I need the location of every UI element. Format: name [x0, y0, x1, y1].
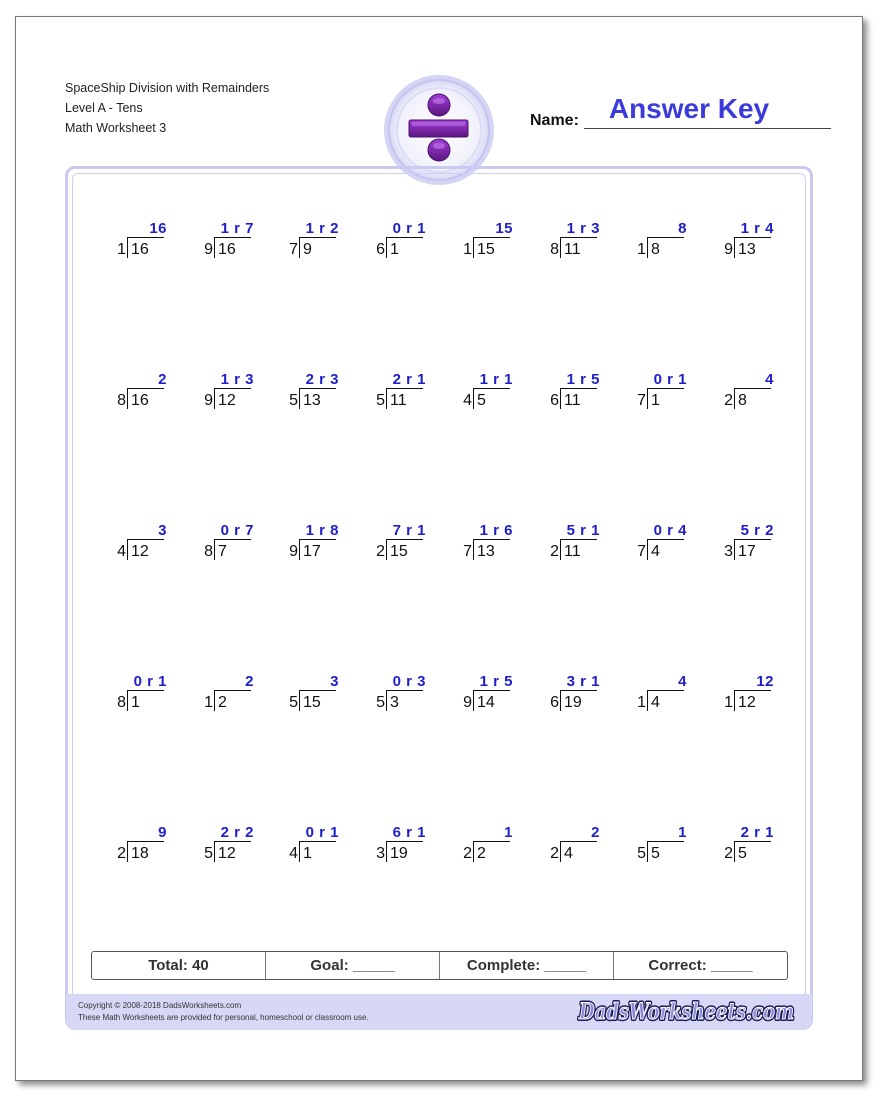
copyright-line: Copyright © 2008-2018 DadsWorksheets.com: [78, 1001, 242, 1010]
division-problem: [277, 673, 357, 719]
divisor: 7: [289, 241, 298, 258]
divisor: 7: [463, 543, 472, 560]
dividend: 12: [218, 845, 236, 862]
dividend: 15: [390, 543, 408, 560]
division-problem: [538, 673, 618, 719]
division-problem: [625, 220, 705, 266]
divisor: 2: [117, 845, 126, 862]
division-problem: [451, 220, 531, 266]
quotient-answer: 2: [158, 371, 167, 388]
dividend: 16: [218, 241, 236, 258]
dividend: 12: [738, 694, 756, 711]
dividend: 1: [390, 241, 399, 258]
quotient-answer: 5 r 1: [566, 522, 600, 539]
quotient-answer: 3 r 1: [566, 673, 600, 690]
division-problem: [451, 371, 531, 417]
division-problem: [538, 371, 618, 417]
quotient-answer: 4: [678, 673, 687, 690]
divisor: 5: [289, 694, 298, 711]
division-problem: [625, 522, 705, 568]
division-problem: [712, 220, 792, 266]
dividend: 19: [564, 694, 582, 711]
quotient-answer: 1 r 1: [479, 371, 513, 388]
quotient-answer: 1 r 3: [220, 371, 254, 388]
divisor: 1: [463, 241, 472, 258]
division-problem: [277, 824, 357, 870]
dividend: 2: [477, 845, 486, 862]
quotient-answer: 0 r 1: [653, 371, 687, 388]
dividend: 8: [738, 392, 747, 409]
copyright-text: [78, 1000, 369, 1024]
dividend: 1: [303, 845, 312, 862]
divisor: 2: [724, 845, 733, 862]
divisor: 8: [204, 543, 213, 560]
divisor: 9: [463, 694, 472, 711]
quotient-answer: 0 r 1: [392, 220, 426, 237]
divisor: 6: [550, 392, 559, 409]
divisor: 5: [637, 845, 646, 862]
quotient-answer: 15: [495, 220, 513, 237]
divisor: 2: [463, 845, 472, 862]
dividend: 4: [651, 694, 660, 711]
division-problem: [625, 371, 705, 417]
dividend: 1: [651, 392, 660, 409]
division-problem: [105, 522, 185, 568]
division-problem: [105, 673, 185, 719]
divisor: 2: [550, 543, 559, 560]
quotient-answer: 2 r 1: [392, 371, 426, 388]
divisor: 9: [204, 392, 213, 409]
goal-cell: Goal: _____: [266, 952, 440, 979]
division-problem: [538, 824, 618, 870]
quotient-answer: 2 r 3: [305, 371, 339, 388]
dividend: 7: [218, 543, 227, 560]
divisor: 5: [376, 694, 385, 711]
divisor: 1: [724, 694, 733, 711]
division-problem: [364, 371, 444, 417]
divisor: 2: [376, 543, 385, 560]
quotient-answer: 0 r 1: [305, 824, 339, 841]
dividend: 11: [390, 392, 407, 409]
dividend: 4: [651, 543, 660, 560]
dividend: 18: [131, 845, 149, 862]
dividend: 16: [131, 241, 149, 258]
quotient-answer: 1 r 3: [566, 220, 600, 237]
quotient-answer: 2 r 2: [220, 824, 254, 841]
division-problem: [712, 673, 792, 719]
usage-line: These Math Worksheets are provided for personal, homeschool or classroom use.: [78, 1013, 369, 1022]
quotient-answer: 9: [158, 824, 167, 841]
quotient-answer: 2: [591, 824, 600, 841]
dividend: 11: [564, 392, 581, 409]
correct-cell: Correct: _____: [648, 957, 753, 974]
division-problem: [712, 371, 792, 417]
dividend: 17: [303, 543, 321, 560]
problem-grid: [65, 166, 813, 1030]
quotient-answer: 1: [678, 824, 687, 841]
divisor: 7: [637, 543, 646, 560]
dividend: 5: [477, 392, 486, 409]
dividend: 11: [564, 543, 581, 560]
divisor: 1: [637, 694, 646, 711]
dividend: 4: [564, 845, 573, 862]
dividend: 2: [218, 694, 227, 711]
divisor: 5: [376, 392, 385, 409]
quotient-answer: 1 r 7: [220, 220, 254, 237]
dadsworksheets-logo: [576, 991, 801, 1027]
quotient-answer: 0 r 3: [392, 673, 426, 690]
quotient-answer: 3: [330, 673, 339, 690]
division-problem: [192, 220, 272, 266]
divisor: 7: [637, 392, 646, 409]
divisor: 5: [204, 845, 213, 862]
division-problem: [192, 673, 272, 719]
score-table: [91, 951, 788, 980]
division-problem: [105, 824, 185, 870]
division-problem: [712, 522, 792, 568]
dividend: 13: [738, 241, 756, 258]
divisor: 5: [289, 392, 298, 409]
divisor: 2: [550, 845, 559, 862]
divisor: 8: [117, 392, 126, 409]
division-problem: [277, 371, 357, 417]
worksheet-number: Math Worksheet 3: [65, 121, 167, 135]
divisor: 1: [637, 241, 646, 258]
quotient-answer: 6 r 1: [392, 824, 426, 841]
division-problem: [364, 220, 444, 266]
quotient-answer: 3: [158, 522, 167, 539]
dividend: 12: [218, 392, 236, 409]
quotient-answer: 1: [504, 824, 513, 841]
divisor: 4: [463, 392, 472, 409]
quotient-answer: 8: [678, 220, 687, 237]
division-problem: [538, 220, 618, 266]
division-problem: [712, 824, 792, 870]
divisor: 3: [724, 543, 733, 560]
divisor: 9: [204, 241, 213, 258]
division-problem: [364, 673, 444, 719]
quotient-answer: 1 r 4: [740, 220, 774, 237]
division-problem: [364, 824, 444, 870]
division-problem: [364, 522, 444, 568]
divisor: 8: [117, 694, 126, 711]
quotient-answer: 7 r 1: [392, 522, 426, 539]
divisor: 4: [289, 845, 298, 862]
worksheet-header: [65, 78, 269, 138]
quotient-answer: 1 r 6: [479, 522, 513, 539]
dividend: 3: [390, 694, 399, 711]
quotient-answer: 5 r 2: [740, 522, 774, 539]
division-problem: [105, 371, 185, 417]
quotient-answer: 1 r 5: [566, 371, 600, 388]
division-problem: [538, 522, 618, 568]
quotient-answer: 1 r 2: [305, 220, 339, 237]
worksheet-level: Level A - Tens: [65, 101, 143, 115]
dividend: 16: [131, 392, 149, 409]
division-problem: [277, 220, 357, 266]
division-problem: [105, 220, 185, 266]
division-problem: [451, 824, 531, 870]
logo-text-shadow: DadsWorksheets.com: [578, 999, 794, 1025]
dividend: 13: [477, 543, 495, 560]
worksheet-page: [15, 16, 863, 1081]
division-problem: [192, 371, 272, 417]
answer-key-label: Answer Key: [608, 93, 770, 124]
quotient-answer: 12: [756, 673, 774, 690]
dividend: 14: [477, 694, 495, 711]
division-problem: [625, 673, 705, 719]
logo-text: DadsWorksheets.com: [578, 999, 794, 1025]
dividend: 8: [651, 241, 660, 258]
division-problem: [192, 522, 272, 568]
dividend: 15: [303, 694, 321, 711]
divisor: 8: [550, 241, 559, 258]
division-problem: [277, 522, 357, 568]
name-label: Name:: [530, 112, 579, 129]
quotient-answer: 0 r 1: [133, 673, 167, 690]
divisor: 6: [550, 694, 559, 711]
dividend: 1: [131, 694, 140, 711]
quotient-answer: 2 r 1: [740, 824, 774, 841]
dividend: 9: [303, 241, 312, 258]
divisor: 1: [204, 694, 213, 711]
dividend: 5: [651, 845, 660, 862]
dividend: 19: [390, 845, 408, 862]
name-line: [584, 128, 831, 129]
dividend: 5: [738, 845, 747, 862]
dividend: 15: [477, 241, 495, 258]
worksheet-title: SpaceShip Division with Remainders: [65, 81, 270, 95]
total-cell: Total: 40: [92, 952, 266, 979]
divisor: 1: [117, 241, 126, 258]
divisor: 6: [376, 241, 385, 258]
dividend: 17: [738, 543, 756, 560]
division-problem: [625, 824, 705, 870]
quotient-answer: 4: [765, 371, 774, 388]
quotient-answer: 0 r 7: [220, 522, 254, 539]
divisor: 9: [724, 241, 733, 258]
quotient-answer: 16: [149, 220, 167, 237]
division-problem: [451, 522, 531, 568]
quotient-answer: 1 r 5: [479, 673, 513, 690]
division-problem: [451, 673, 531, 719]
divisor: 4: [117, 543, 126, 560]
divisor: 3: [376, 845, 385, 862]
divisor: 2: [724, 392, 733, 409]
dividend: 13: [303, 392, 321, 409]
dividend: 11: [564, 241, 581, 258]
complete-cell: Complete: _____: [440, 952, 614, 979]
quotient-answer: 2: [245, 673, 254, 690]
dividend: 12: [131, 543, 149, 560]
divisor: 9: [289, 543, 298, 560]
division-problem: [192, 824, 272, 870]
quotient-answer: 0 r 4: [653, 522, 687, 539]
quotient-answer: 1 r 8: [305, 522, 339, 539]
